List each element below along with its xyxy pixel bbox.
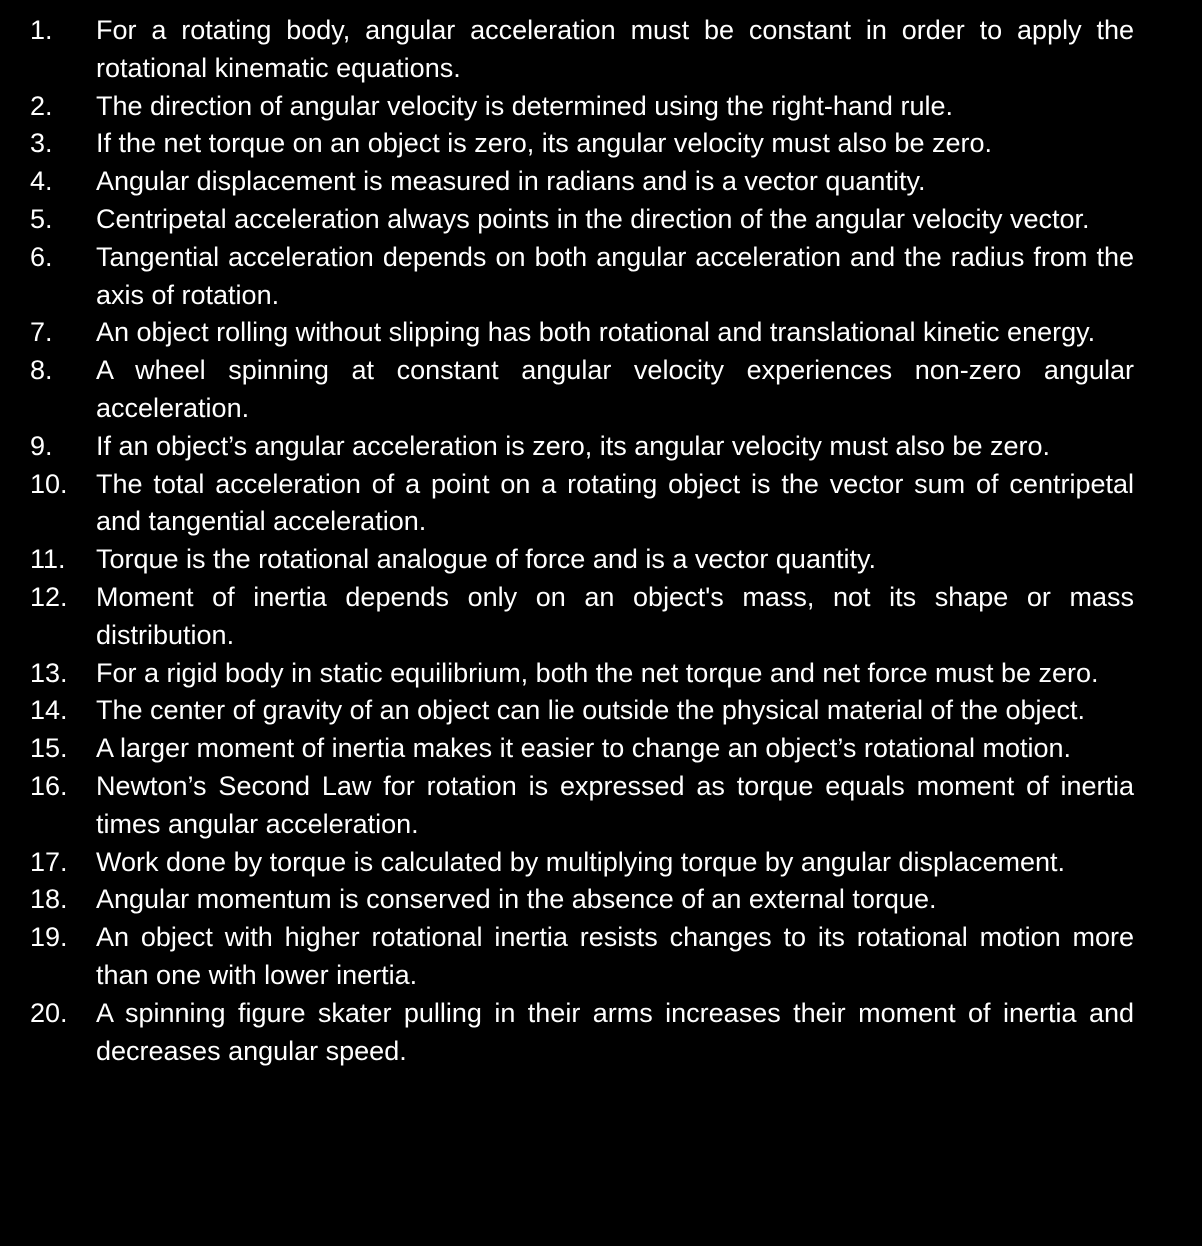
statement-number: 7.	[30, 317, 53, 348]
statement-number: 20.	[30, 997, 68, 1028]
statement-item	[30, 995, 1134, 1071]
statement-number: 16.	[30, 770, 68, 801]
statement-number: 15.	[30, 733, 68, 764]
statement-item	[30, 919, 1134, 995]
statement-item	[30, 12, 1134, 88]
statement-text: The direction of angular velocity is determined using the right-hand rule.	[96, 90, 953, 121]
statement-text: A spinning figure skater pulling in their arms increases their moment of inertia and decreases angular speed.	[96, 997, 1134, 1066]
statement-item	[30, 239, 1134, 315]
statement-item	[30, 163, 1134, 201]
statement-text: The total acceleration of a point on a rotating object is the vector sum of centripetal and tangential acceleration.	[96, 468, 1134, 537]
statement-text: An object with higher rotational inertia resists changes to its rotational motion more than one with lower inertia.	[96, 922, 1134, 990]
statement-item	[30, 125, 1134, 163]
statement-text: Work done by torque is calculated by multiplying torque by angular displacement.	[96, 846, 1066, 877]
statement-item	[30, 428, 1134, 466]
statement-number: 13.	[30, 657, 68, 688]
statement-text: For a rigid body in static equilibrium, both the net torque and net force must be zero.	[96, 657, 1099, 688]
statement-number: 1.	[30, 15, 53, 45]
statement-number: 9.	[30, 430, 53, 461]
statement-text: A larger moment of inertia makes it easier to change an object’s rotational motion.	[96, 733, 1072, 764]
statement-item	[30, 881, 1134, 919]
statement-text: For a rotating body, angular acceleration must be constant in order to apply the rotational kinematic equations.	[96, 15, 1134, 83]
statement-item	[30, 844, 1134, 882]
statement-item	[30, 541, 1134, 579]
statement-text: Newton’s Second Law for rotation is expressed as torque equals moment of inertia times angular acceleration.	[96, 770, 1134, 839]
statement-text: Torque is the rotational analogue of force and is a vector quantity.	[96, 544, 876, 575]
statement-item	[30, 352, 1134, 428]
statement-text: Angular momentum is conserved in the absence of an external torque.	[96, 884, 937, 915]
statement-text: Moment of inertia depends only on an object's mass, not its shape or mass distribution.	[96, 581, 1134, 650]
statement-number: 18.	[30, 884, 68, 915]
statement-item	[30, 314, 1134, 352]
statement-item	[30, 466, 1134, 542]
statement-number: 5.	[30, 203, 53, 234]
statement-number: 8.	[30, 355, 53, 386]
statement-number: 11.	[30, 544, 66, 575]
statement-number: 4.	[30, 166, 53, 197]
statement-text: Tangential acceleration depends on both angular acceleration and the radius from the axis of rotation.	[96, 241, 1134, 310]
statement-text: An object rolling without slipping has both rotational and translational kinetic energy.	[96, 317, 1096, 348]
statement-item	[30, 768, 1134, 844]
statement-text: The center of gravity of an object can lie outside the physical material of the object.	[96, 695, 1086, 726]
statement-item	[30, 88, 1134, 126]
statement-item	[30, 692, 1134, 730]
statement-text: If an object’s angular acceleration is zero, its angular velocity must also be zero.	[96, 430, 1050, 461]
statement-item	[30, 655, 1134, 693]
statement-number: 17.	[30, 846, 68, 877]
statement-list	[30, 12, 1134, 1070]
statement-text: A wheel spinning at constant angular velocity experiences non-zero angular acceleration.	[96, 355, 1134, 423]
statement-text: If the net torque on an object is zero, its angular velocity must also be zero.	[96, 128, 992, 159]
statement-number: 6.	[30, 241, 53, 272]
statement-number: 3.	[30, 128, 53, 159]
statement-number: 10.	[30, 468, 68, 499]
statement-number: 12.	[30, 581, 68, 612]
statement-text: Centripetal acceleration always points in the direction of the angular velocity vector.	[96, 203, 1090, 234]
statement-item	[30, 579, 1134, 655]
statement-number: 2.	[30, 90, 53, 121]
statement-number: 14.	[30, 695, 68, 726]
statement-item	[30, 730, 1134, 768]
statement-number: 19.	[30, 922, 68, 953]
statement-item	[30, 201, 1134, 239]
statement-text: Angular displacement is measured in radians and is a vector quantity.	[96, 166, 926, 197]
